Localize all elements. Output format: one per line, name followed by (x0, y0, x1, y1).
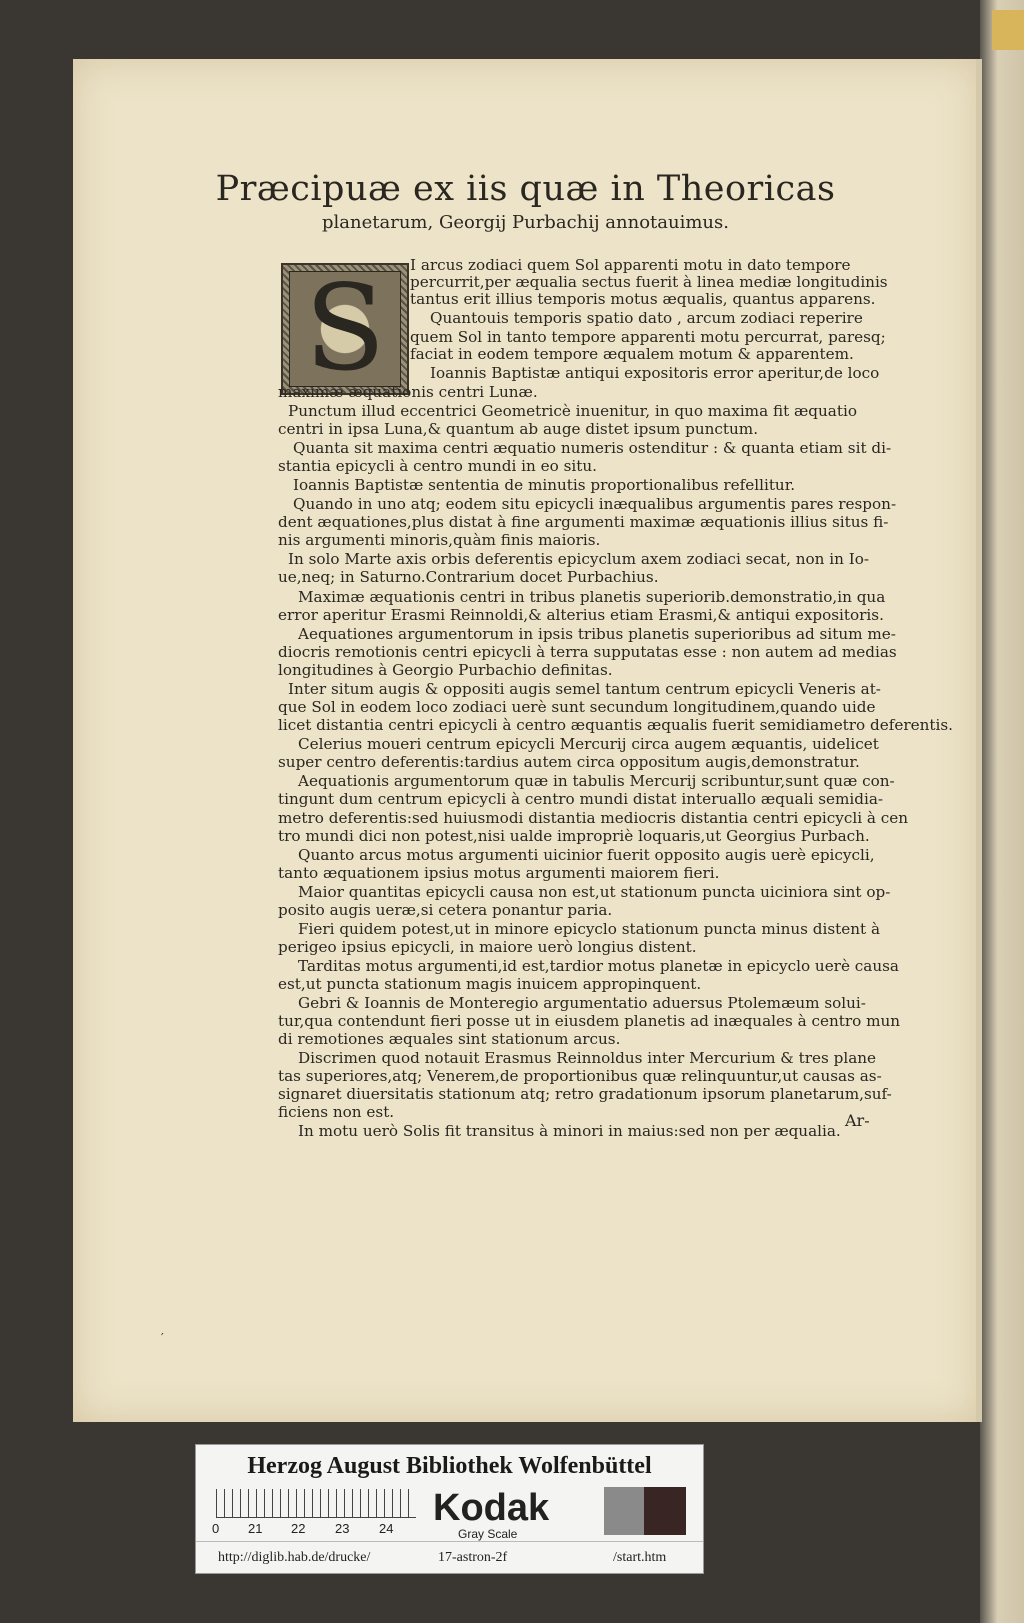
next-page-edge (980, 0, 1024, 1623)
text-line: Quanta sit maxima centri æquatio numeris ostenditur : & quanta etiam sit di- (293, 439, 892, 457)
text-line: Discrimen quod notauit Erasmus Reinnoldus inter Mercurium & tres plane (298, 1049, 877, 1067)
text-line: Aequationes argumentorum in ipsis tribus planetis superioribus ad situm me- (298, 625, 896, 643)
text-line: di remotiones æquales sint stationum arcus. (278, 1030, 621, 1048)
gray-swatch-mid (604, 1487, 644, 1535)
text-line: Ioannis Baptistæ antiqui expositoris error aperitur,de loco (430, 364, 880, 382)
text-line: tanto æquationem ipsius motus argumenti maiorem fieri. (278, 864, 720, 882)
text-line: Tarditas motus argumenti,id est,tardior motus planetæ in epicyclo uerè causa (298, 957, 899, 975)
text-line: Celerius moueri centrum epicycli Mercurij circa augem æquantis, uidelicet (298, 735, 879, 753)
ruler-number: 23 (335, 1521, 350, 1536)
text-line: Maximæ æquationis centri in tribus planetis superiorib.demonstratio,in qua (298, 588, 886, 606)
text-line: In motu uerò Solis fit transitus à minori in maius:sed non per æqualia. (298, 1122, 841, 1140)
catchword: Ar- (845, 1111, 870, 1130)
decorated-initial (281, 259, 409, 397)
text-line: Quanto arcus motus argumenti uicinior fuerit opposito augis uerè epicycli, (298, 846, 875, 864)
text-line: faciat in eodem tempore æqualem motum & apparentem. (410, 345, 854, 363)
shelfmark: 17-astron-2f (438, 1550, 508, 1565)
text-line: signaret diuersitatis stationum atq; retro gradationum ipsorum planetarum,suf- (278, 1085, 892, 1103)
text-line: centri in ipsa Luna,& quantum ab auge distet ipsum punctum. (278, 420, 759, 438)
text-line: licet distantia centri epicycli à centro æquantis æqualis fuerit semidiametro deferentis. (278, 716, 953, 734)
text-line: quem Sol in tanto tempore apparenti motu percurrat, paresq; (410, 328, 886, 346)
text-line: ue,neq; in Saturno.Contrarium docet Purbachius. (278, 568, 659, 586)
text-line: Maior quantitas epicycli causa non est,ut stationum puncta uiciniora sint op- (298, 883, 891, 901)
text-line: dent æquationes,plus distat à fine argumenti maximæ æquationis illius situs fi- (278, 513, 889, 531)
ink-mark: ′ (161, 1331, 164, 1345)
text-line: tantus erit illius temporis motus æqualis, quantus apparens. (410, 290, 876, 308)
text-line: Punctum illud eccentrici Geometricè inuenitur, in quo maxima fit æquatio (288, 402, 857, 420)
ruler-number: 21 (248, 1521, 263, 1536)
page-fold (976, 59, 982, 1422)
text-line: longitudines à Georgio Purbachio definitas. (278, 661, 613, 679)
book-page (73, 59, 978, 1422)
text-line: diocris remotionis centri epicycli à terra supputatas esse : non autem ad medias (278, 643, 897, 661)
text-line: Inter situm augis & oppositi augis semel tantum centrum epicycli Veneris at- (288, 680, 881, 698)
text-line: super centro deferentis:tardius autem circa oppositum augis,demonstratur. (278, 753, 860, 771)
text-line: posito augis ueræ,si cetera ponantur paria. (278, 901, 613, 919)
page-tab (992, 10, 1024, 50)
page-subtitle: planetarum, Georgij Purbachij annotauimus. (322, 212, 729, 233)
text-line: I arcus zodiaci quem Sol apparenti motu in dato tempore (410, 256, 851, 274)
text-line: Gebri & Ioannis de Monteregio argumentatio aduersus Ptolemæum solui- (298, 994, 866, 1012)
ruler-number: 0 (212, 1521, 220, 1536)
ruler-number: 24 (379, 1521, 394, 1536)
text-line: que Sol in eodem loco zodiaci uerè sunt secundum longitudinem,quando uide (278, 698, 876, 716)
text-line: stantia epicycli à centro mundi in eo situ. (278, 457, 597, 475)
text-line: Fieri quidem potest,ut in minore epicyclo stationum puncta minus distent à (298, 920, 881, 938)
url-row (196, 1541, 703, 1574)
text-line: In solo Marte axis orbis deferentis epicyclum axem zodiaci secat, non in Io- (288, 550, 870, 568)
text-line: Quando in uno atq; eodem situ epicycli inæqualibus argumentis pares respon- (293, 495, 897, 513)
page-title: Præcipuæ ex iis quæ in Theoricas (215, 169, 836, 209)
text-line: percurrit,per æqualia sectus fuerit à linea mediæ longitudinis (410, 273, 888, 291)
gray-scale-label: Gray Scale (458, 1527, 518, 1541)
kodak-logo: Kodak (433, 1487, 550, 1529)
library-name: Herzog August Bibliothek Wolfenbüttel (247, 1453, 652, 1479)
text-line: error aperitur Erasmi Reinnoldi,& alterius etiam Erasmi,& antiqui expositoris. (278, 606, 884, 624)
scale-ruler (216, 1489, 416, 1518)
text-line: ficiens non est. (278, 1103, 395, 1121)
library-color-bar (195, 1444, 704, 1574)
text-line: Ioannis Baptistæ sententia de minutis proportionalibus refellitur. (293, 476, 796, 494)
text-line: tingunt dum centrum epicycli à centro mundi distat interuallo æquali semidia- (278, 790, 884, 808)
text-line: tro mundi dici non potest,nisi ualde impropriè loquaris,ut Georgius Purbach. (278, 827, 870, 845)
text-line: metro deferentis:sed huiusmodi distantia mediocris distantia centri epicycli à cen (278, 809, 909, 827)
url-base[interactable]: http://diglib.hab.de/drucke/ (218, 1550, 371, 1565)
text-line: est,ut puncta stationum magis inuicem appropinquent. (278, 975, 702, 993)
text-line: tur,qua contendunt fieri posse ut in eiusdem planetis ad inæquales à centro mun (278, 1012, 901, 1030)
text-line: tas superiores,atq; Venerem,de proportionibus quæ relinquuntur,ut causas as- (278, 1067, 882, 1085)
text-line: Quantouis temporis spatio dato , arcum zodiaci reperire (430, 309, 863, 327)
gray-swatch-dark (644, 1487, 686, 1535)
text-line: nis argumenti minoris,quàm finis maioris. (278, 531, 601, 549)
initial-letter: S (304, 259, 386, 397)
ruler-number: 22 (291, 1521, 306, 1536)
text-line: maximæ æquationis centri Lunæ. (278, 383, 538, 401)
url-end[interactable]: /start.htm (613, 1550, 667, 1565)
text-line: perigeo ipsius epicycli, in maiore uerò longius distent. (278, 938, 697, 956)
text-line: Aequationis argumentorum quæ in tabulis Mercurij scribuntur,sunt quæ con- (298, 772, 895, 790)
